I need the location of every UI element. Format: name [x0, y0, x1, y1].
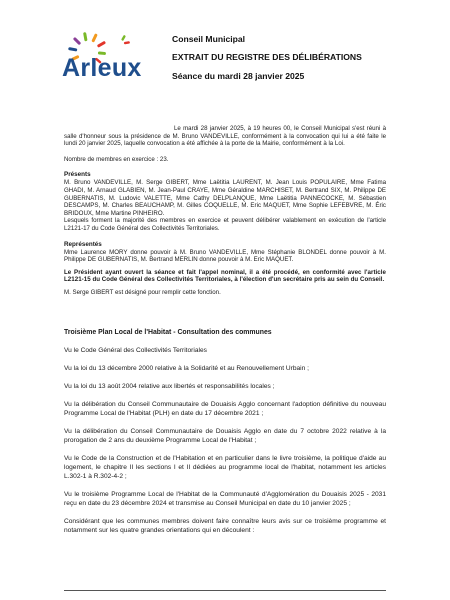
visa-paragraph: Vu le troisième Programme Local de l'Habitat de la Communauté d'Agglomération du Douaisis 2025 - 2031 reçu en date du 23 décembre 2024 et transmise au Conseil Municipal en date du 10 janvier 2025 ; [64, 491, 386, 507]
representes-list: Mme Laurence MORY donne pouvoir à M. Bruno VANDEVILLE, Mme Stéphanie BLONDEL donne pouvoir à M. Philippe DE GUBERNATIS, M. Bertrand MERLIN donne pouvoir à M. Eric MAQUET. [64, 248, 386, 264]
deliberation-title: Troisième Plan Local de l'Habitat - Consultation des communes [64, 329, 272, 336]
visa-paragraph: Vu la loi du 13 décembre 2000 relative à la Solidarité et au Renouvellement Urbain ; [64, 365, 309, 372]
visa-paragraph: Vu la délibération du Conseil Communautaire de Douaisis Agglo concernant l'adoption définitive du nouveau Programme Local de l'Habitat (PLH) en date du 17 décembre 2021 ; [64, 401, 386, 417]
footer-divider [64, 590, 386, 591]
register-title: EXTRAIT DU REGISTRE DES DÉLIBÉRATIONS [172, 52, 362, 62]
visa-paragraph: Vu la loi du 13 août 2004 relative aux libertés et responsabilités locales ; [64, 383, 275, 390]
session-date: Séance du mardi 28 janvier 2025 [172, 71, 305, 81]
members-count: Nombre de membres en exercice : 23. [64, 155, 169, 163]
secretary-note: M. Serge GIBERT est désigné pour remplir cette fonction. [64, 288, 221, 296]
visa-paragraph: Vu le Code Général des Collectivités Territoriales [64, 347, 207, 354]
logo-text: Arleux [62, 54, 142, 82]
presents-list: M. Bruno VANDEVILLE, M. Serge GIBERT, Mme Laëtitia LAURENT, M. Jean Louis POPULAIRE, Mme Fatima GHADI, M. Arnaud GLABIEN, M. Jean-Paul CRAYE, Mme Géraldine MARCHISET, M. Bertrand SIX, M. Philippe DE GUBERNATIS, M. Ludovic VALETTE, Mme Cathy DELPLANQUE, Mme Laëtitia PANNECOCKE, M. Sébastien DESCAMPS, M. Charles BEAUCHAMP, M. Gilles COQUELLE, M. Eric MAQUET, Mme Sophie LEFEBVRE, M. Éric BRIDOUX, Mme Martine PINHEIRO. [64, 179, 386, 217]
council-title: Conseil Municipal [172, 34, 246, 44]
considerant-paragraph: Considérant que les communes membres doivent faire connaître leurs avis sur ce troisième programme et notamment sur les quatre grandes orientations qui en découlent : [64, 518, 386, 534]
minutes-body [64, 125, 386, 297]
header-titles [172, 33, 442, 82]
presents-heading: Présents [64, 171, 91, 179]
arleux-logo [58, 30, 168, 90]
deliberation-section [64, 328, 386, 535]
representes-heading: Représentés [64, 240, 102, 248]
majority-statement: Lesquels forment la majorité des membres en exercice et peuvent délibérer valablement en exécution de l'article L2121-17 du Code Général des Collectivités Territoriales. [64, 217, 386, 232]
visa-paragraph: Vu le Code de la Construction et de l'Habitation et en particulier dans le livre troisième, la politique d'aide au logement, le chapitre II les sections I et II dédiées au programme local de l'habitat, notamment les articles L.302-1 à R.302-4-2 ; [64, 455, 386, 480]
visa-paragraph: Vu la délibération du Conseil Communautaire de Douaisis Agglo en date du 7 octobre 2022 relative à la prorogation de 2 ans du deuxième Programme Local de l'Habitat ; [64, 428, 386, 444]
intro-paragraph: Le mardi 28 janvier 2025, à 19 heures 00, le Conseil Municipal s'est réuni à salle d'honneur sous la présidence de M. Bruno VANDEVILLE, conformément à la convocation qui lui a été faite le lundi 20 janvier 2025, laquelle convocation a été affichée à la porte de la Mairie, conformément à la Loi. [64, 125, 386, 148]
president-note: Le Président ayant ouvert la séance et fait l'appel nominal, il a été procédé, en conformité avec l'article L2121-15 du Code Général des Collectivités Territoriales, à l'élection d'un secrétaire pris au sein du Conseil. [64, 268, 386, 284]
